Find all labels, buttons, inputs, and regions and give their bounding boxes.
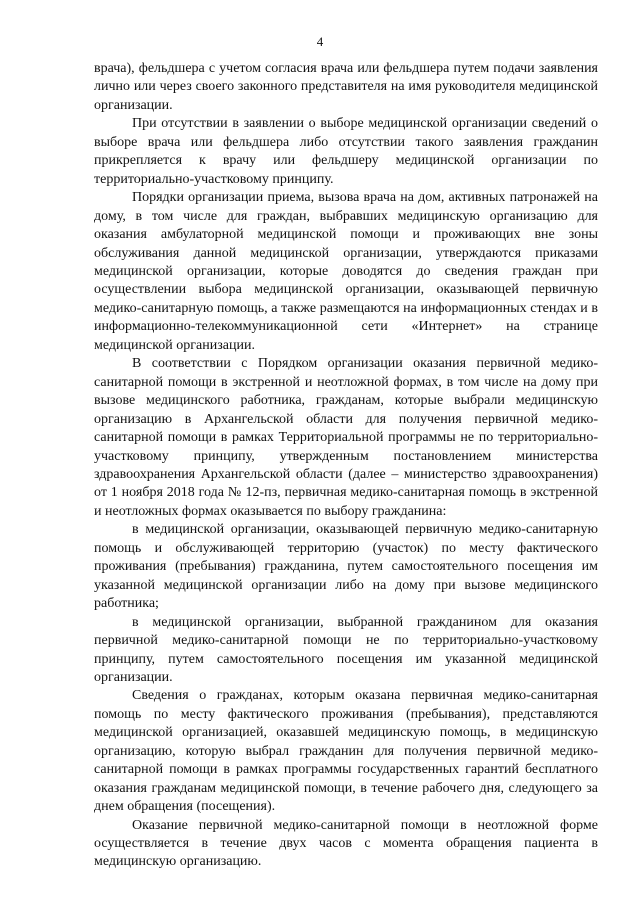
paragraph-option-residence: в медицинской организации, оказывающей первичную медико-санитарную помощь и обслуживающей территорию (участок) по месту фактического проживания (пребывания) гражданина, путем самостоятельного посещения им указанной медицинской организации либо на дому при вызове медицинского работника; — [94, 522, 598, 612]
document-body — [94, 60, 598, 872]
paragraph-reception-procedures: Порядки организации приема, вызова врача на дом, активных патронажей на дому, в том числе для граждан, выбравших медицинскую организацию для оказания амбулаторной медицинской помощи и проживающих вне зоны обслуживания данной медицинской организации, утверждаются приказами медицинской организации, которые доводятся до сведения граждан при осуществлении выбора медицинской организации, оказывающей первичную медико-санитарную помощь, а также размещаются на информационных стендах и в информационно-телекоммуникационной сети «Интернет» на странице медицинской организации. — [94, 190, 598, 353]
paragraph-information-exchange: Сведения о гражданах, которым оказана первичная медико-санитарная помощь по месту фактического проживания (пребывания), представляются медицинской организацией, оказавшей медицинскую помощь, в медицинскую организацию, которую выбрал гражданин для получения первичной медико-санитарной помощи в рамках программы государственных гарантий бесплатного оказания гражданам медицинской помощи, в течение рабочего дня, следующего за днем обращения (посещения). — [94, 688, 598, 815]
paragraph-default-attachment: При отсутствии в заявлении о выборе медицинской организации сведений о выборе врача или фельдшера либо отсутствии такого заявления гражданин прикрепляется к врачу или фельдшеру медицинской организации по территориально-участковому принципу. — [94, 116, 598, 187]
paragraph-option-chosen-organization: в медицинской организации, выбранной гражданином для оказания первичной медико-санитарной помощи не по территориально-участковому принципу, путем самостоятельного посещения им указанной медицинской организации. — [94, 614, 598, 685]
paragraph-urgent-care-timing: Оказание первичной медико-санитарной помощи в неотложной форме осуществляется в течение двух часов с момента обращения пациента в медицинскую организацию. — [94, 817, 598, 870]
paragraph-continued: врача), фельдшера с учетом согласия врача или фельдшера путем подачи заявления лично или через своего законного представителя на имя руководителя медицинской организации. — [94, 61, 598, 113]
page-number: 4 — [316, 34, 324, 49]
paragraph-emergency-care-order: В соответствии с Порядком организации оказания первичной медико-санитарной помощи в экстренной и неотложной формах, в том числе на дому при вызове медицинского работника, гражданам, которые выбрали медицинскую организацию в Архангельской области для получения первичной медико-санитарной помощи в рамках Территориальной программы не по территориально-участковому принципу, утвержденным постановлением министерства здравоохранения Архангельской области (далее – министерство здравоохранения) от 1 ноября 2018 года № 12-пз, первичная медико-санитарная помощь в экстренной и неотложных формах оказывается по выбору гражданина: — [94, 356, 598, 519]
